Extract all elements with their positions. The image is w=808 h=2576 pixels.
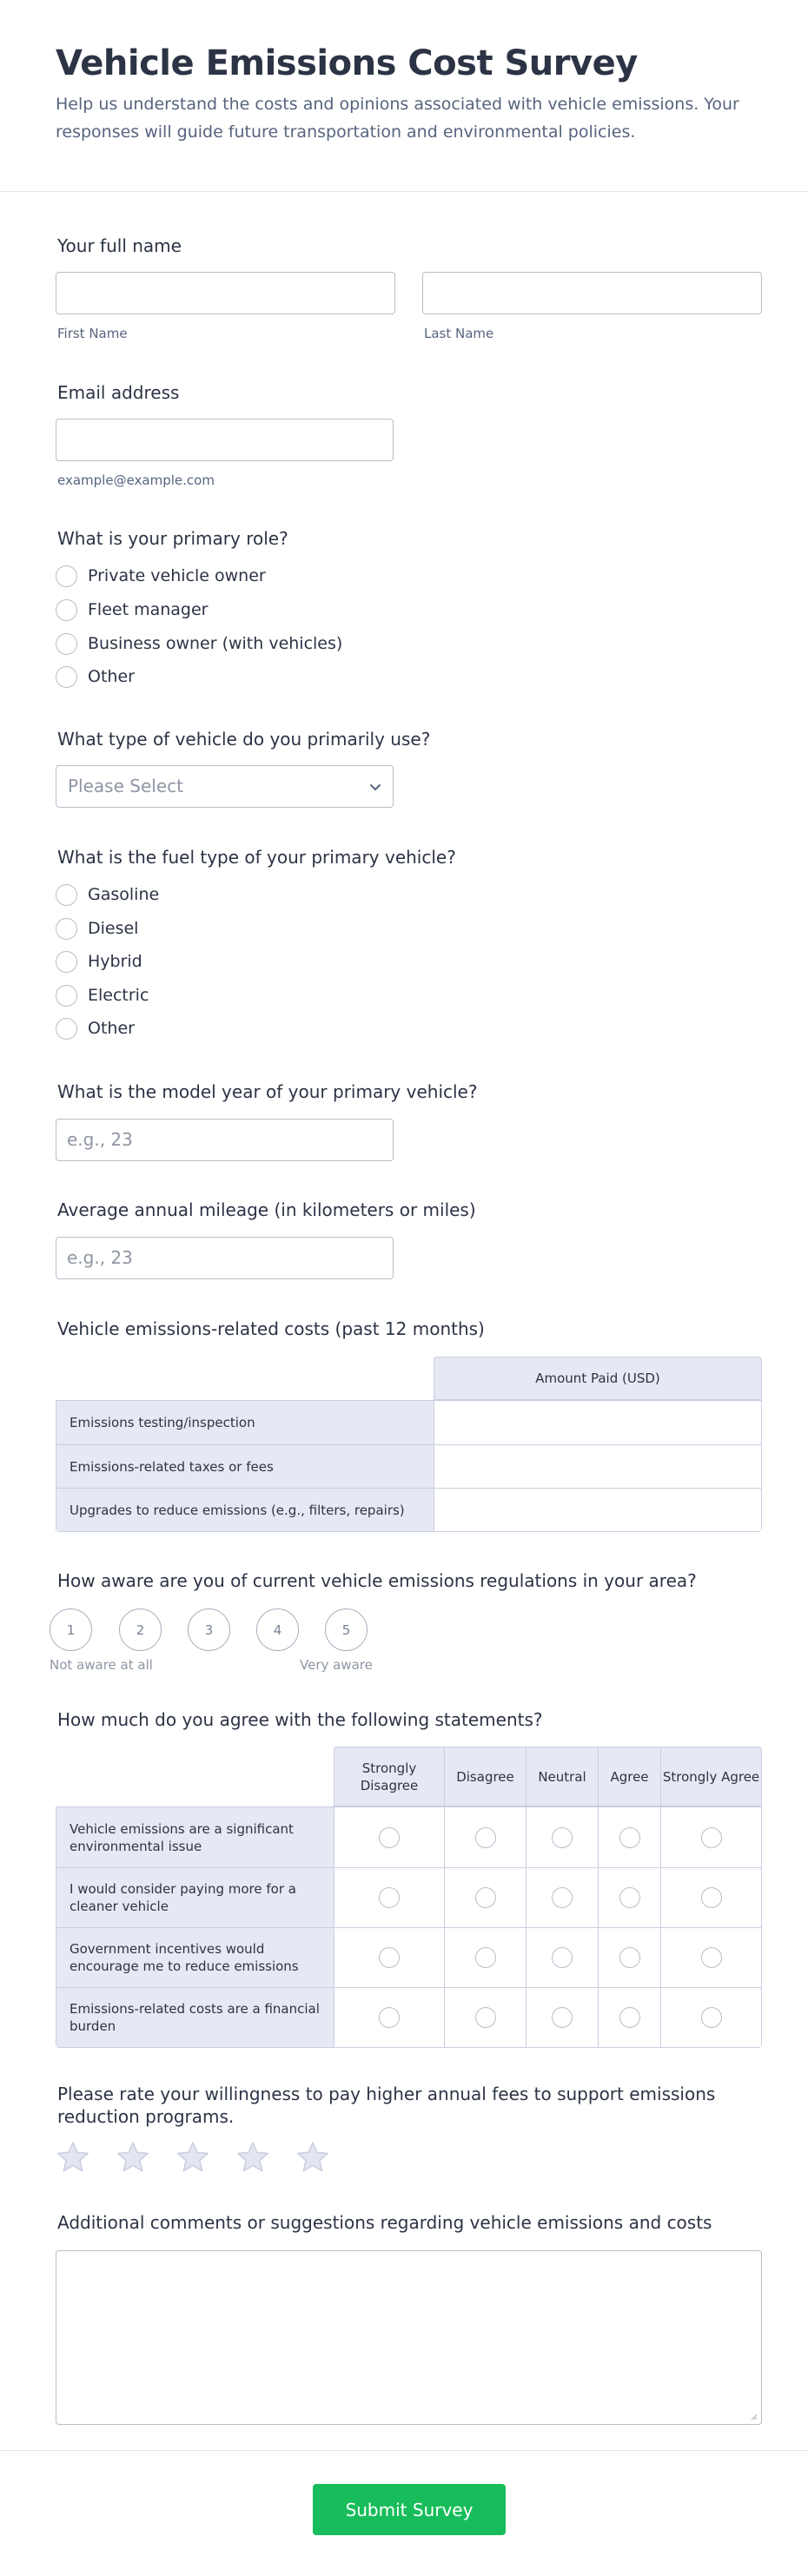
scale-min-label: Not aware at all bbox=[50, 1657, 153, 1673]
fuel-option[interactable] bbox=[56, 1017, 135, 1040]
radio-button[interactable] bbox=[56, 884, 77, 906]
mileage-label: Average annual mileage (in kilometers or miles) bbox=[57, 1199, 476, 1220]
awareness-label: How aware are you of current vehicle emissions regulations in your area? bbox=[57, 1570, 697, 1591]
role-option[interactable] bbox=[56, 665, 135, 688]
costs-table bbox=[56, 1400, 762, 1532]
matrix-column-header: Strongly Disagree bbox=[334, 1747, 445, 1807]
radio-button[interactable] bbox=[379, 1827, 400, 1848]
resize-grip-icon[interactable] bbox=[749, 2412, 758, 2421]
role-option-label: Private vehicle owner bbox=[88, 566, 266, 585]
matrix-cell bbox=[599, 1807, 661, 1867]
table-row bbox=[56, 1488, 761, 1531]
first-name-input[interactable] bbox=[56, 272, 395, 314]
costs-row-label: Upgrades to reduce emissions (e.g., filters, repairs) bbox=[56, 1489, 434, 1531]
radio-button[interactable] bbox=[475, 1827, 496, 1848]
agreement-label: How much do you agree with the following statements? bbox=[57, 1709, 543, 1730]
footer-divider bbox=[0, 2450, 808, 2451]
scale-option-3[interactable]: 3 bbox=[188, 1608, 230, 1651]
scale-option-5[interactable]: 5 bbox=[325, 1608, 368, 1651]
radio-button[interactable] bbox=[619, 1887, 640, 1908]
matrix-cell bbox=[661, 1868, 761, 1927]
radio-button[interactable] bbox=[552, 1827, 573, 1848]
amount-input[interactable] bbox=[434, 1401, 761, 1444]
submit-button[interactable]: Submit Survey bbox=[313, 2484, 506, 2535]
table-row bbox=[56, 1867, 761, 1927]
matrix-cell bbox=[445, 1928, 527, 1987]
matrix-cell bbox=[661, 1928, 761, 1987]
email-sublabel: example@example.com bbox=[57, 472, 215, 488]
comments-label: Additional comments or suggestions regarding vehicle emissions and costs bbox=[57, 2212, 712, 2233]
matrix-cell bbox=[527, 1928, 599, 1987]
radio-button[interactable] bbox=[619, 1827, 640, 1848]
fuel-option-label: Other bbox=[88, 1019, 135, 1038]
fuel-type-label: What is the fuel type of your primary vehicle? bbox=[57, 847, 456, 868]
radio-button[interactable] bbox=[552, 1947, 573, 1968]
radio-button[interactable] bbox=[475, 2007, 496, 2028]
matrix-cell bbox=[599, 1868, 661, 1927]
radio-button[interactable] bbox=[619, 1947, 640, 1968]
role-option[interactable] bbox=[56, 565, 266, 587]
matrix-row-label: Emissions-related costs are a financial burden bbox=[56, 1988, 334, 2047]
model-year-label: What is the model year of your primary vehicle? bbox=[57, 1081, 478, 1102]
matrix-cell bbox=[334, 1807, 445, 1867]
radio-button[interactable] bbox=[56, 1018, 77, 1040]
comments-textarea[interactable] bbox=[56, 2250, 762, 2425]
role-option[interactable] bbox=[56, 598, 208, 621]
star-icon[interactable] bbox=[235, 2140, 270, 2175]
last-name-input[interactable] bbox=[422, 272, 762, 314]
table-row bbox=[56, 1807, 761, 1867]
chevron-down-icon bbox=[367, 778, 384, 796]
radio-button[interactable] bbox=[56, 666, 77, 688]
radio-button[interactable] bbox=[552, 2007, 573, 2028]
role-option-label: Fleet manager bbox=[88, 600, 209, 619]
fuel-option-label: Electric bbox=[88, 986, 149, 1005]
radio-button[interactable] bbox=[56, 918, 77, 940]
matrix-cell bbox=[445, 1988, 527, 2047]
matrix-cell bbox=[334, 1988, 445, 2047]
fuel-option[interactable] bbox=[56, 917, 138, 940]
scale-option-2[interactable]: 2 bbox=[119, 1608, 162, 1651]
matrix-cell bbox=[334, 1868, 445, 1927]
radio-button[interactable] bbox=[619, 2007, 640, 2028]
agreement-matrix bbox=[56, 1807, 762, 2048]
radio-button[interactable] bbox=[379, 1947, 400, 1968]
willingness-label: Please rate your willingness to pay higher annual fees to support emissions reduction programs. bbox=[57, 2084, 716, 2127]
amount-input[interactable] bbox=[434, 1445, 761, 1488]
matrix-row-label: Vehicle emissions are a significant environmental issue bbox=[56, 1807, 334, 1867]
costs-column-header: Amount Paid (USD) bbox=[434, 1357, 762, 1400]
table-row bbox=[56, 1987, 761, 2047]
fuel-option-label: Hybrid bbox=[88, 952, 142, 971]
vehicle-type-select[interactable] bbox=[56, 765, 394, 808]
email-input[interactable] bbox=[56, 419, 394, 461]
matrix-cell bbox=[527, 1868, 599, 1927]
fuel-option-label: Gasoline bbox=[88, 885, 160, 904]
matrix-column-header: Neutral bbox=[526, 1747, 599, 1807]
radio-button[interactable] bbox=[701, 1947, 722, 1968]
table-row bbox=[56, 1401, 761, 1444]
matrix-cell bbox=[445, 1807, 527, 1867]
star-icon[interactable] bbox=[176, 2140, 210, 2175]
matrix-column-header: Disagree bbox=[444, 1747, 527, 1807]
mileage-input[interactable]: e.g., 23 bbox=[56, 1237, 394, 1279]
page-description: Help us understand the costs and opinions associated with vehicle emissions. Your responses will guide future transportation and environmental policies. bbox=[56, 95, 739, 142]
first-name-sublabel: First Name bbox=[57, 326, 128, 341]
matrix-cell bbox=[445, 1868, 527, 1927]
table-row bbox=[56, 1444, 761, 1488]
role-option[interactable] bbox=[56, 632, 342, 655]
matrix-cell bbox=[599, 1928, 661, 1987]
role-label: What is your primary role? bbox=[57, 528, 288, 549]
fuel-option[interactable] bbox=[56, 984, 149, 1007]
full-name-label: Your full name bbox=[57, 235, 182, 256]
role-option-label: Other bbox=[88, 667, 135, 686]
form-header bbox=[0, 0, 808, 192]
radio-button[interactable] bbox=[56, 951, 77, 973]
matrix-column-header: Strongly Agree bbox=[660, 1747, 762, 1807]
costs-label: Vehicle emissions-related costs (past 12 months) bbox=[57, 1318, 485, 1339]
radio-button[interactable] bbox=[56, 985, 77, 1007]
fuel-option[interactable] bbox=[56, 950, 142, 973]
scale-max-label: Very aware bbox=[300, 1657, 373, 1673]
matrix-column-header: Agree bbox=[598, 1747, 661, 1807]
scale-option-4[interactable]: 4 bbox=[256, 1608, 299, 1651]
model-year-input[interactable]: e.g., 23 bbox=[56, 1119, 394, 1161]
radio-button[interactable] bbox=[56, 599, 77, 621]
radio-button[interactable] bbox=[552, 1887, 573, 1908]
matrix-cell bbox=[527, 1807, 599, 1867]
matrix-row-label: I would consider paying more for a cleaner vehicle bbox=[56, 1868, 334, 1927]
table-row bbox=[56, 1927, 761, 1987]
last-name-sublabel: Last Name bbox=[424, 326, 494, 341]
matrix-cell bbox=[527, 1988, 599, 2047]
costs-row-label: Emissions testing/inspection bbox=[56, 1401, 434, 1444]
radio-button[interactable] bbox=[56, 633, 77, 655]
matrix-cell bbox=[334, 1928, 445, 1987]
costs-row-label: Emissions-related taxes or fees bbox=[56, 1445, 434, 1488]
radio-button[interactable] bbox=[701, 1827, 722, 1848]
fuel-option-label: Diesel bbox=[88, 919, 139, 938]
matrix-cell bbox=[661, 1988, 761, 2047]
amount-input[interactable] bbox=[434, 1489, 761, 1531]
radio-button[interactable] bbox=[701, 1887, 722, 1908]
star-icon[interactable] bbox=[116, 2140, 150, 2175]
radio-button[interactable] bbox=[475, 1887, 496, 1908]
scale-option-1[interactable]: 1 bbox=[50, 1608, 92, 1651]
matrix-cell bbox=[661, 1807, 761, 1867]
role-option-label: Business owner (with vehicles) bbox=[88, 634, 343, 653]
radio-button[interactable] bbox=[475, 1947, 496, 1968]
page-title: Vehicle Emissions Cost Survey bbox=[56, 43, 638, 83]
vehicle-type-label: What type of vehicle do you primarily use? bbox=[57, 729, 431, 750]
fuel-option[interactable] bbox=[56, 883, 159, 906]
radio-button[interactable] bbox=[379, 1887, 400, 1908]
radio-button[interactable] bbox=[56, 565, 77, 587]
matrix-cell bbox=[599, 1988, 661, 2047]
matrix-row-label: Government incentives would encourage me to reduce emissions bbox=[56, 1928, 334, 1987]
radio-button[interactable] bbox=[701, 2007, 722, 2028]
email-label: Email address bbox=[57, 382, 180, 403]
star-icon[interactable] bbox=[295, 2140, 330, 2175]
select-placeholder: Please Select bbox=[68, 776, 183, 796]
radio-button[interactable] bbox=[379, 2007, 400, 2028]
star-icon[interactable] bbox=[56, 2140, 90, 2175]
